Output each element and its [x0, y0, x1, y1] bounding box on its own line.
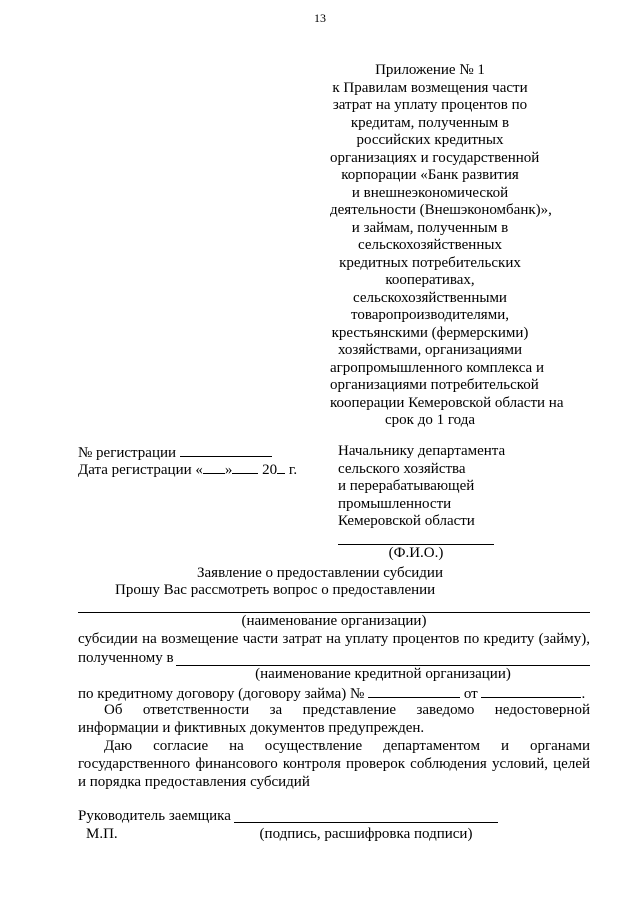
signature-caption: (подпись, расшифровка подписи) [259, 826, 473, 842]
addressee-line: Кемеровской области [338, 513, 475, 529]
addressee-block [338, 443, 578, 531]
registration-year-suffix: г. [288, 462, 298, 478]
consent-line-3: и порядка предоставления субсидий [78, 774, 310, 790]
addressee-line: промышленности [338, 495, 452, 512]
appendix-line: товаропроизводителями, [351, 307, 509, 323]
registration-number-label: № регистрации [78, 445, 177, 461]
contract-number-field[interactable] [368, 684, 460, 698]
page-number: 13 [314, 11, 326, 25]
appendix-line: к Правилам возмещения части [332, 79, 528, 96]
organization-name-caption: (наименование организации) [241, 613, 427, 629]
appendix-line: агропромышленного комплекса и [330, 359, 544, 376]
appendix-line: затрат на уплату процентов по [332, 97, 528, 113]
subsidy-line: субсидии на возмещение части затрат на уплату процентов по кредиту (займу), [78, 631, 590, 647]
registration-date-label: Дата регистрации « [78, 462, 203, 478]
appendix-line: кредитам, полученным в [350, 114, 510, 131]
appendix-line: и займам, полученным в [351, 219, 509, 236]
credit-organization-caption: (наименование кредитной организации) [255, 666, 511, 682]
responsibility-line-1: Об ответственности за представление заведомо недостоверной [104, 702, 590, 718]
appendix-line: кредитных потребительских [339, 254, 521, 271]
appendix-line: кооперации Кемеровской области на [330, 394, 564, 411]
registration-date-separator: » [224, 462, 233, 478]
document-title: Заявление о предоставлении субсидии [197, 565, 443, 581]
appendix-line: организациях и государственной [330, 149, 540, 166]
appendix-line: срок до 1 года [385, 412, 475, 428]
registration-day-field[interactable] [203, 460, 225, 474]
consent-line-1: Даю согласие на осуществление департаментом и органами [104, 738, 590, 754]
responsibility-line-2: информации и фиктивных документов предупрежден. [78, 720, 425, 736]
request-line: Прошу Вас рассмотреть вопрос о предоставлении [115, 582, 436, 598]
registration-year-field[interactable] [277, 460, 285, 474]
contract-end: . [581, 686, 586, 702]
contract-date-field[interactable] [481, 684, 581, 698]
addressee-line: сельского хозяйства [338, 460, 466, 477]
appendix-line: сельскохозяйственными [353, 289, 507, 306]
addressee-line: и перерабатывающей [338, 478, 475, 494]
contract-label: по кредитному договору (договору займа) № [78, 686, 365, 702]
registration-date-row [78, 460, 328, 480]
registration-year-prefix: 20 [262, 462, 278, 478]
appendix-line: российских кредитных [356, 132, 504, 148]
appendix-block [330, 62, 564, 430]
contract-from-label: от [463, 686, 478, 702]
consent-line-2: государственного финансового контроля проверок соблюдения условий, целей [78, 756, 590, 772]
received-label: полученному в [78, 650, 174, 666]
appendix-line: кооперативах, [385, 272, 475, 288]
appendix-line: сельскохозяйственных [358, 237, 502, 253]
appendix-line: деятельности (Внешэкономбанк)», [330, 202, 552, 218]
appendix-line: корпорации «Банк развития [341, 167, 519, 183]
registration-month-field[interactable] [232, 460, 258, 474]
signature-field[interactable] [234, 822, 498, 823]
appendix-line: и внешнеэкономической [351, 184, 509, 201]
registration-number-field[interactable] [180, 443, 272, 457]
appendix-line: Приложение № 1 [375, 62, 485, 78]
addressee-line: Начальнику департамента [338, 443, 506, 459]
appendix-line: организациями потребительской [330, 377, 539, 393]
appendix-line: крестьянскими (фермерскими) [331, 324, 529, 341]
contract-row [78, 684, 585, 704]
addressee-fio-caption: (Ф.И.О.) [388, 545, 444, 561]
signature-label: Руководитель заемщика [78, 808, 231, 824]
appendix-line: хозяйствами, организациями [338, 342, 522, 358]
stamp-label: М.П. [86, 826, 118, 842]
